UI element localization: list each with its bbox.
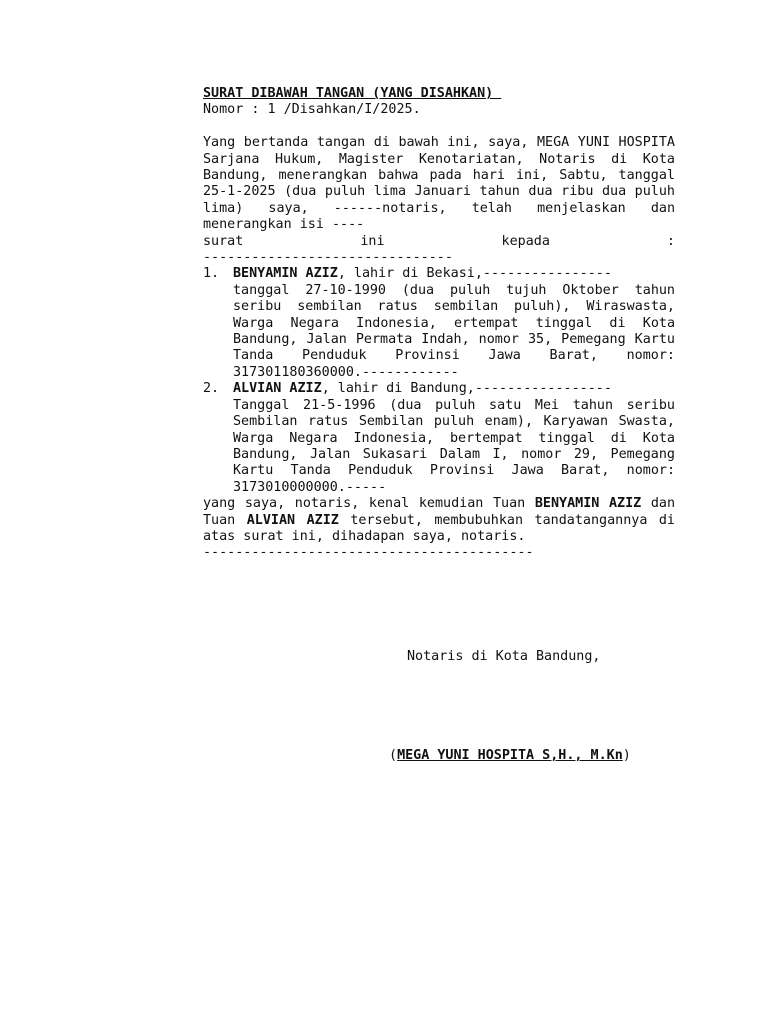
- person-birth: , lahir di Bekasi,----------------: [337, 266, 612, 282]
- document-title: SURAT DIBAWAH TANGAN (YANG DISAHKAN): [203, 86, 502, 101]
- closing-name-alvian: ALVIAN AZIZ: [246, 512, 339, 528]
- person-details: tanggal 27-10-1990 (dua puluh tujuh Oktober tahun seribu sembilan ratus sembilan puluh), Wiraswasta, Warga Negara Indonesia, ertempat tinggal di Kota Bandung, Jalan Permata Indah, nomor 35, Pemegang Kartu Tanda Penduduk Provinsi Jawa Barat, nomor:: [233, 282, 675, 364]
- opening-surat-line: surat ini kepada :: [203, 233, 675, 249]
- closing-text: tersebut, membubuhkan tandatangannya di atas surat ini, dihadapan saya, notaris.: [203, 512, 675, 544]
- letter-body: [203, 86, 675, 562]
- opening-paragraph: Yang bertanda tangan di bawah ini, saya, MEGA YUNI HOSPITA Sarjana Hukum, Magister Kenotariatan, Notaris di Kota Bandung, menerangkan bahwa pada hari ini, Sabtu, tanggal 25-1-2025 (dua puluh lima Januari tahun dua ribu dua puluh lima) saya, ------notaris, telah menjelaskan dan menerangkan isi ----: [203, 135, 675, 233]
- signature-place: Notaris di Kota Bandung,: [407, 649, 601, 664]
- person-first-line: [233, 266, 675, 282]
- person-details: Tanggal 21-5-1996 (dua puluh satu Mei tahun seribu Sembilan ratus Sembilan puluh enam), Karyawan Swasta, Warga Negara Indonesia, bertempat tinggal di Kota Bandung, Jalan Sukasari Dalam I, nomor 29, Pemegang Kartu Tanda Penduduk Provinsi Jawa Barat, nomor:: [233, 397, 675, 479]
- person-name: ALVIAN AZIZ: [233, 381, 322, 397]
- person-name: BENYAMIN AZIZ: [233, 266, 338, 282]
- signer-open-paren: (: [389, 748, 398, 763]
- closing-paragraph: [203, 496, 675, 545]
- person-id: 3173010000000.-----: [233, 479, 387, 495]
- dash-separator: -------------------------------: [203, 250, 453, 266]
- closing-text: dan Tuan: [203, 496, 676, 528]
- person-number: 2.: [203, 381, 220, 397]
- person-entry-1: [203, 266, 675, 381]
- person-number: 1.: [203, 266, 220, 282]
- closing-text: yang saya, notaris, kenal kemudian Tuan: [203, 496, 535, 512]
- closing-name-benyamin: BENYAMIN AZIZ: [534, 496, 642, 512]
- signer-block: [389, 748, 631, 763]
- person-first-line: [233, 381, 675, 397]
- spacer: [203, 119, 675, 135]
- signer-name: MEGA YUNI HOSPITA S,H., M.Kn: [397, 748, 623, 763]
- document-number: Nomor : 1 /Disahkan/I/2025.: [203, 102, 421, 118]
- closing-dash-separator: -----------------------------------------: [203, 545, 534, 561]
- signer-close-paren: ): [622, 748, 631, 763]
- person-birth: , lahir di Bandung,-----------------: [321, 381, 612, 397]
- person-id: 317301180360000.------------: [233, 364, 459, 380]
- person-entry-2: [203, 381, 675, 496]
